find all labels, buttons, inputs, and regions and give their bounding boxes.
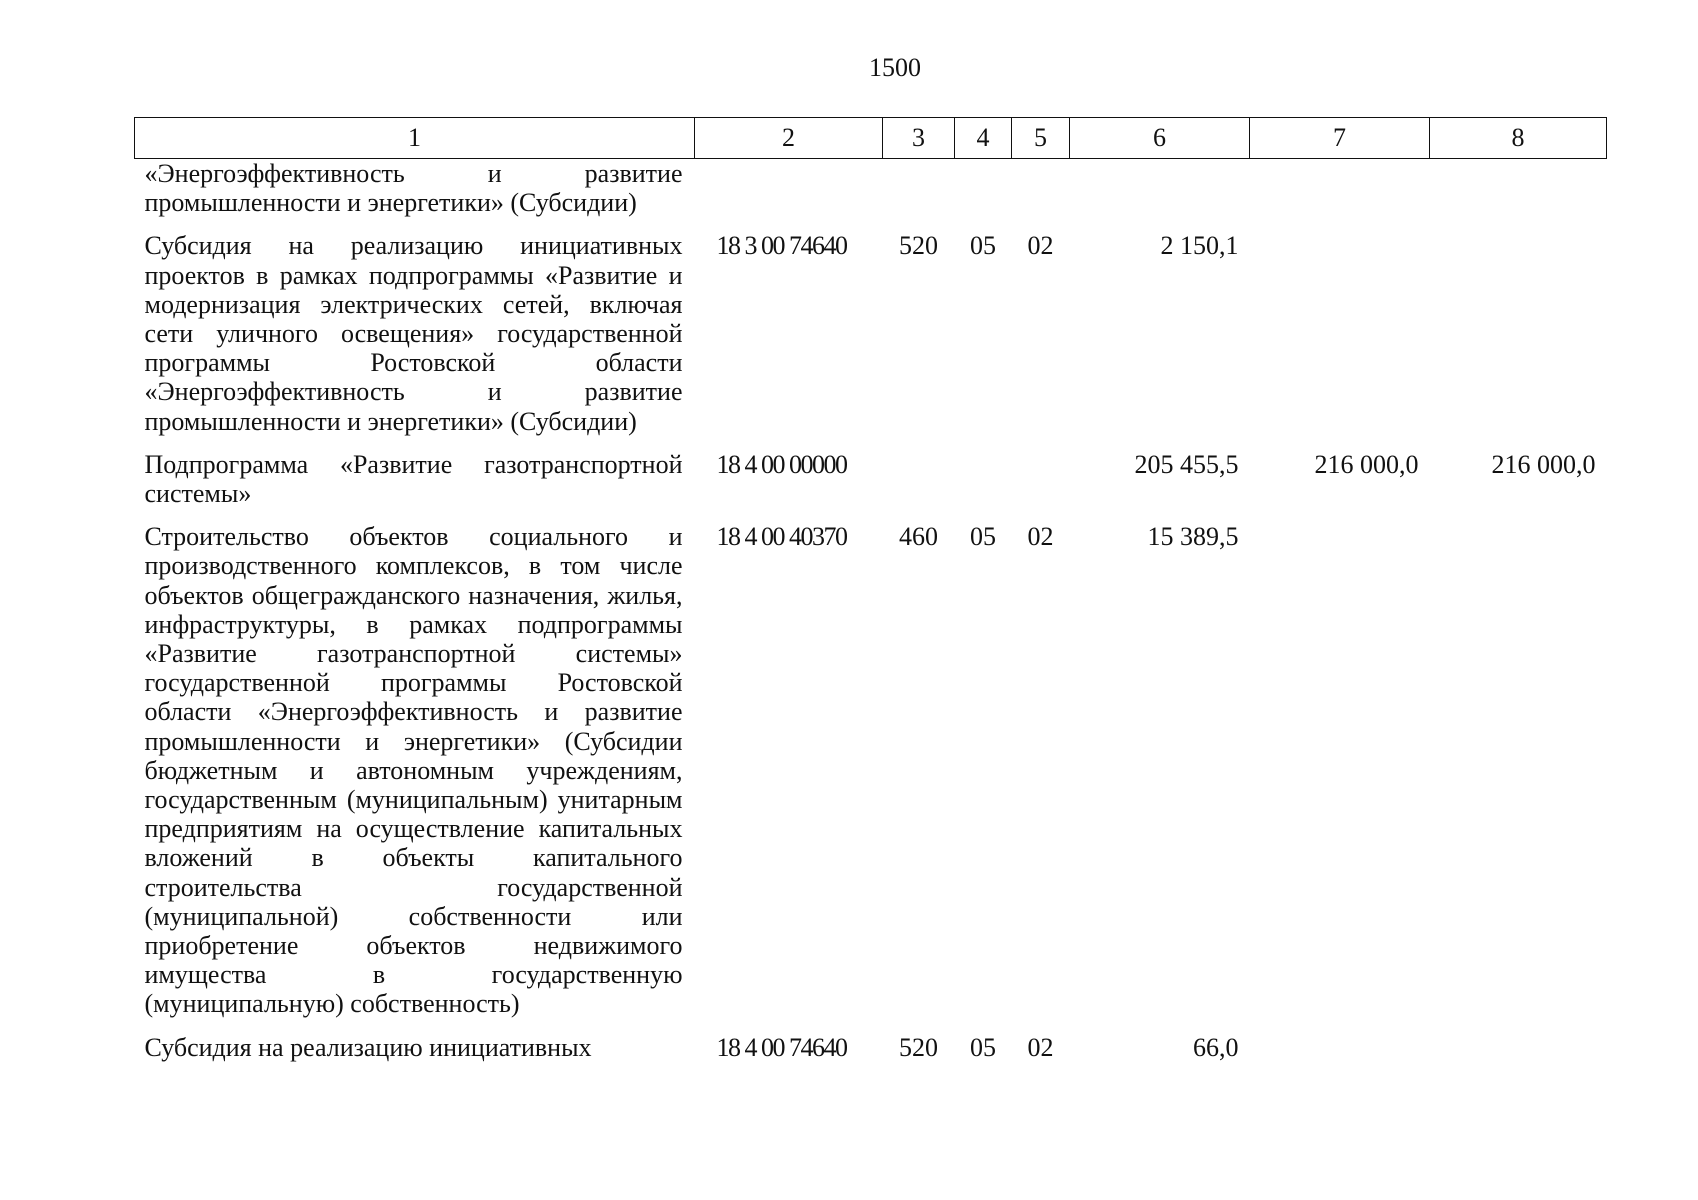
row-col6: 15 389,5 [1147, 522, 1239, 552]
column-header-7: 7 [1250, 118, 1430, 159]
row-col5: 02 [1027, 231, 1054, 261]
row-col4: 05 [970, 1032, 996, 1062]
row-col5 [1012, 159, 1070, 227]
row-col8 [1430, 226, 1607, 444]
row-col6: 2 150,1 [1160, 231, 1239, 261]
row-col6 [1070, 159, 1250, 227]
row-col3: 460 [899, 522, 938, 552]
row-description: Субсидия на реализацию инициативных [144, 1032, 592, 1062]
row-code: 18 3 00 74640 [716, 231, 847, 261]
column-header-5: 5 [1012, 118, 1070, 159]
row-col4 [955, 159, 1012, 227]
row-code [695, 159, 883, 227]
table-row [135, 445, 1607, 517]
row-col5: 02 [1027, 1032, 1054, 1062]
row-col7 [1250, 1028, 1430, 1071]
header-row [135, 118, 1607, 159]
row-col3: 520 [899, 1032, 938, 1062]
row-code: 18 4 00 40370 [716, 522, 847, 552]
row-col4: 05 [970, 231, 996, 261]
row-col4: 05 [970, 522, 996, 552]
row-col3 [883, 159, 955, 227]
table-row [135, 1028, 1607, 1071]
row-code: 18 4 00 74640 [716, 1032, 847, 1062]
row-description: Строительство объектов социального и производственного комплексов, в том числе объектов общегражданского назначения, жилья, инфраструктуры, в рамках подпрограммы «Развитие газотранспортной системы» государственной программы Ростовской области «Энергоэффективность и развитие промышленности и энергетики» (Субсидии бюджетным и автономным учреждениям, государственным (муниципальным) унитарным предприятиям на осуществление капитальных вложений в объекты капитального строительства государственной (муниципальной) собственности или приобретение объектов недвижимого имущества в государственную (муниципальную) собственность) [144, 522, 683, 1019]
row-col7 [1250, 517, 1430, 1027]
column-header-1: 1 [135, 118, 695, 159]
table-row [135, 226, 1607, 444]
row-description: Подпрограмма «Развитие газотранспортной системы» [144, 449, 683, 509]
column-header-4: 4 [955, 118, 1012, 159]
row-col6: 66,0 [1193, 1032, 1239, 1062]
row-col7 [1250, 226, 1430, 444]
row-col4 [955, 445, 1012, 517]
row-code: 18 4 00 00000 [716, 449, 847, 479]
column-header-6: 6 [1070, 118, 1250, 159]
row-col7: 216 000,0 [1314, 449, 1419, 479]
table-row [135, 159, 1607, 227]
row-col8 [1430, 159, 1607, 227]
column-header-2: 2 [695, 118, 883, 159]
row-description: «Энергоэффективность и развитие промышленности и энергетики» (Субсидии) [144, 159, 683, 218]
row-col5: 02 [1027, 522, 1054, 552]
row-description: Субсидия на реализацию инициативных проектов в рамках подпрограммы «Развитие и модернизация электрических сетей, включая сети уличного освещения» государственной программы Ростовской области «Энергоэффективность и развитие промышленности и энергетики» (Субсидии) [144, 231, 683, 436]
row-col8 [1430, 517, 1607, 1027]
budget-table [134, 117, 1607, 1071]
row-col7 [1250, 159, 1430, 227]
column-header-8: 8 [1430, 118, 1607, 159]
row-col8 [1430, 1028, 1607, 1071]
column-header-3: 3 [883, 118, 955, 159]
row-col8: 216 000,0 [1491, 449, 1596, 479]
row-col3 [883, 445, 955, 517]
table-row [135, 517, 1607, 1027]
row-col5 [1012, 445, 1070, 517]
row-col6: 205 455,5 [1134, 449, 1239, 479]
page-number: 1500 [869, 53, 921, 82]
row-col3: 520 [899, 231, 938, 261]
